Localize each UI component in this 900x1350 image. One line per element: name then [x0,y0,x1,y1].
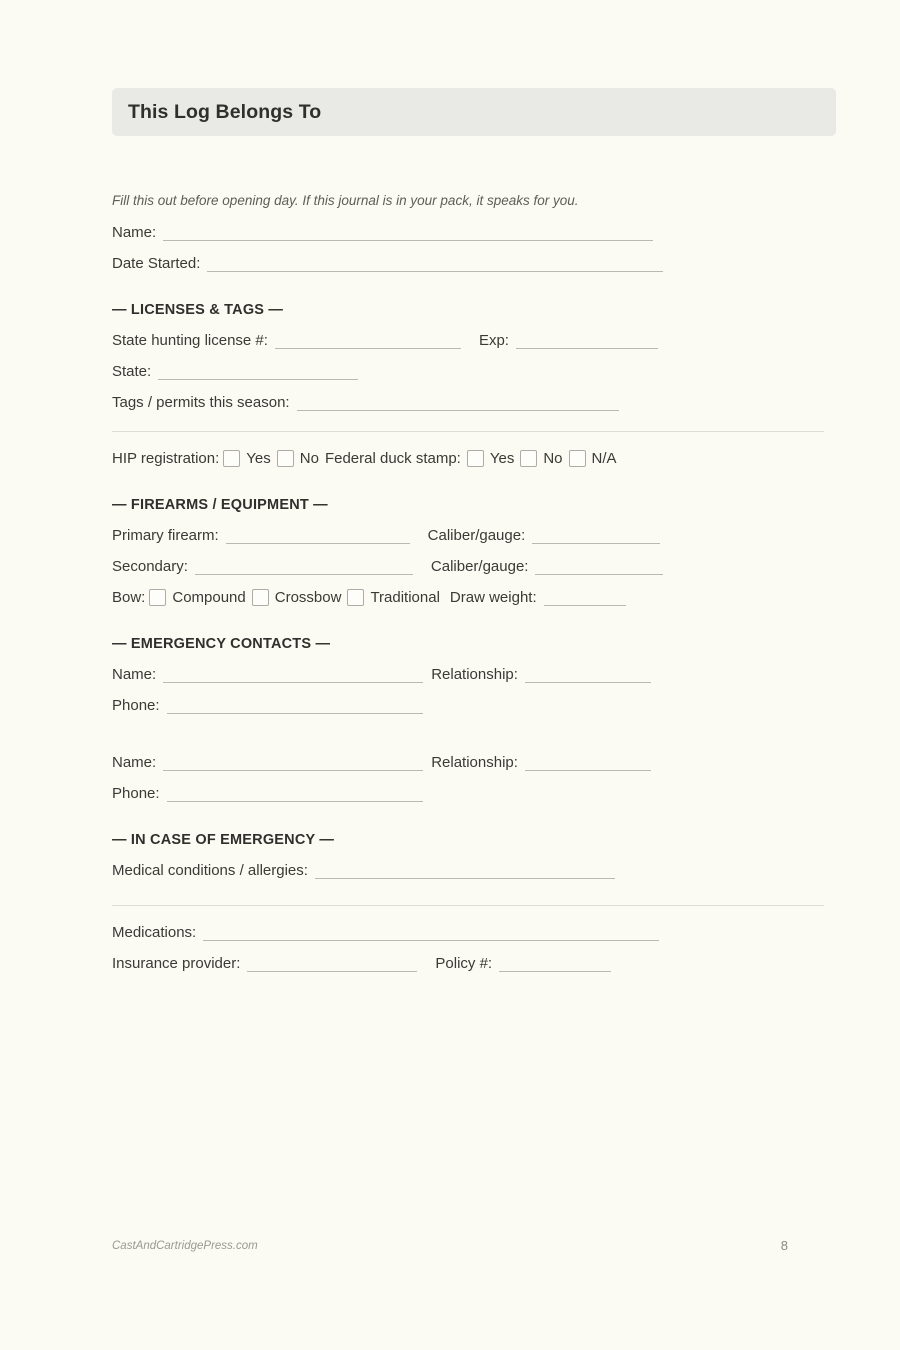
field-primary-firearm-row [112,527,836,544]
contact2-phone-input[interactable] [167,786,423,802]
caliber-secondary-input[interactable] [535,559,663,575]
hip-no-checkbox[interactable] [277,450,294,467]
primary-firearm-input[interactable] [226,528,410,544]
duck-stamp-label: Federal duck stamp: [324,449,461,467]
medications-label: Medications: [112,923,197,941]
bow-traditional-checkbox[interactable] [347,589,364,606]
field-hip-row [112,450,836,467]
field-conditions-row [112,862,836,879]
field-bow-row [112,589,836,606]
intro-text: Fill this out before opening day. If this journal is in your pack, it speaks for you. [112,193,579,208]
tags-label: Tags / permits this season: [112,393,290,411]
contact1-relationship-label: Relationship: [431,665,518,683]
contact1-phone-label: Phone: [112,696,160,714]
hip-label: HIP registration: [112,449,220,467]
page-footer [112,1238,788,1253]
footer-page-number: 8 [780,1238,788,1253]
date-started-input[interactable] [207,256,663,272]
duck-yes-checkbox[interactable] [467,450,484,467]
duck-no-checkbox[interactable] [520,450,537,467]
contact1-name-input[interactable] [163,667,423,683]
draw-weight-label: Draw weight: [449,588,537,606]
field-date-started-row [112,255,836,272]
field-license-row [112,332,836,349]
field-name-row [112,224,836,241]
bow-crossbow-checkbox[interactable] [252,589,269,606]
bow-crossbow-label: Crossbow [274,588,342,606]
duck-na-checkbox[interactable] [569,450,586,467]
conditions-label: Medical conditions / allergies: [112,861,308,879]
contact2-relationship-label: Relationship: [431,753,518,771]
secondary-firearm-label: Secondary: [112,557,188,575]
draw-weight-input[interactable] [544,590,626,606]
contact2-name-input[interactable] [163,755,423,771]
date-started-label: Date Started: [112,254,201,272]
policy-input[interactable] [499,956,611,972]
hip-no-label: No [299,449,319,467]
caliber-secondary-label: Caliber/gauge: [430,557,529,575]
medications-input[interactable] [203,925,659,941]
contact1-name-label: Name: [112,665,157,683]
field-insurance-row [112,955,836,972]
field-contact2-phone-row [112,785,836,802]
insurance-input[interactable] [247,956,417,972]
section-heading-medical: — IN CASE OF EMERGENCY — [112,831,335,848]
field-contact2-name-row [112,754,836,771]
exp-input[interactable] [516,333,658,349]
tags-input[interactable] [297,395,619,411]
field-tags-row [112,394,836,411]
field-medications-row [112,924,836,941]
divider-1 [112,431,824,432]
bow-label: Bow: [112,588,146,606]
contact2-relationship-input[interactable] [525,755,651,771]
duck-na-label: N/A [591,449,617,467]
section-heading-firearms: — FIREARMS / EQUIPMENT — [112,496,328,513]
name-label: Name: [112,223,157,241]
contact2-name-label: Name: [112,753,157,771]
bow-compound-label: Compound [172,588,246,606]
license-number-input[interactable] [275,333,461,349]
state-label: State: [112,362,152,380]
section-heading-emergency: — EMERGENCY CONTACTS — [112,635,331,652]
contact1-phone-input[interactable] [167,698,423,714]
bow-compound-checkbox[interactable] [149,589,166,606]
caliber-primary-label: Caliber/gauge: [427,526,526,544]
conditions-input[interactable] [315,863,615,879]
field-secondary-firearm-row [112,558,836,575]
duck-yes-label: Yes [489,449,515,467]
primary-firearm-label: Primary firearm: [112,526,219,544]
exp-label: Exp: [478,331,509,349]
duck-no-label: No [543,449,563,467]
page-title: This Log Belongs To [128,100,322,123]
contact1-relationship-input[interactable] [525,667,651,683]
field-contact1-name-row [112,666,836,683]
caliber-primary-input[interactable] [532,528,660,544]
secondary-firearm-input[interactable] [195,559,413,575]
insurance-label: Insurance provider: [112,954,241,972]
field-contact1-phone-row [112,697,836,714]
license-number-label: State hunting license #: [112,331,268,349]
state-input[interactable] [158,364,358,380]
name-input[interactable] [163,225,653,241]
footer-brand: CastAndCartridgePress.com [112,1239,258,1252]
contact2-phone-label: Phone: [112,784,160,802]
field-state-row [112,363,836,380]
hip-yes-label: Yes [246,449,271,467]
divider-2 [112,905,824,906]
policy-label: Policy #: [435,954,493,972]
hip-yes-checkbox[interactable] [223,450,240,467]
page-title-bar [112,88,836,136]
bow-traditional-label: Traditional [370,588,440,606]
section-heading-licenses: — LICENSES & TAGS — [112,301,284,318]
page-content [112,88,836,972]
